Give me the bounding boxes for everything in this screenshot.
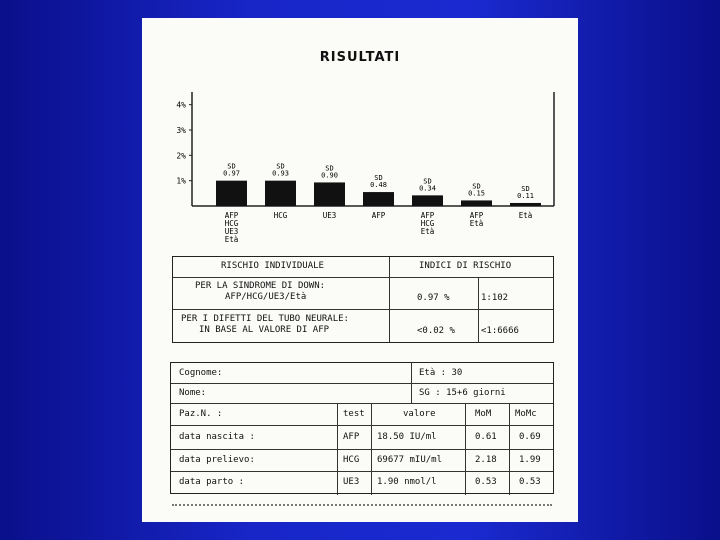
risk-down-label: PER LA SINDROME DI DOWN: (195, 281, 326, 291)
bar-sd-value: 0.11 (517, 191, 534, 200)
birth-date-label: data nascita : (179, 432, 255, 442)
bar (510, 203, 541, 206)
bar-sd-label: SD (521, 184, 530, 193)
patient-number-label: Paz.N. : (179, 409, 223, 419)
risk-header-left: RISCHIO INDIVIDUALE (221, 261, 324, 271)
bar-sd-label: SD (325, 164, 334, 173)
bar-sd-value: 0.97 (223, 169, 240, 178)
bar-sd-value: 0.48 (370, 181, 387, 190)
risk-ntd-percent: <0.02 % (417, 326, 455, 336)
bar-sd-label: SD (423, 177, 432, 186)
bar (314, 182, 345, 206)
test-row-afp-momc: 0.69 (519, 432, 541, 442)
delivery-date-label: data parto : (179, 477, 245, 487)
bar-sd-value: 0.90 (321, 171, 338, 180)
test-row-afp-name: AFP (343, 432, 360, 442)
category-label: HCG (420, 219, 435, 228)
bar (265, 181, 296, 206)
risk-ntd-ratio: <1:6666 (481, 326, 519, 336)
bar-sd-value: 0.93 (272, 169, 289, 178)
bar-sd-label: SD (374, 174, 383, 183)
risk-table (172, 256, 554, 343)
cognome-label: Cognome: (179, 368, 223, 378)
risk-down-markers: AFP/HCG/UE3/Età (225, 292, 307, 302)
bar-sd-label: SD (472, 182, 481, 191)
y-tick-label: 3% (176, 126, 186, 135)
test-row-afp-value: 18.50 IU/ml (377, 432, 437, 442)
bar (461, 200, 492, 206)
category-label: Età (469, 219, 484, 228)
test-row-hcg-value: 69677 mIU/ml (377, 455, 443, 465)
risk-ntd-label: PER I DIFETTI DEL TUBO NEURALE: (181, 314, 349, 324)
test-row-hcg-name: HCG (343, 455, 360, 465)
risk-down-percent: 0.97 % (417, 293, 450, 303)
category-label: AFP (420, 211, 435, 220)
risk-ntd-basis: IN BASE AL VALORE DI AFP (199, 325, 330, 335)
y-tick-label: 4% (176, 100, 186, 110)
bar-sd-label: SD (227, 162, 236, 171)
bar (412, 195, 443, 206)
col-valore-header: valore (403, 409, 436, 419)
sample-date-label: data prelievo: (179, 455, 255, 465)
risk-header-right: INDICI DI RISCHIO (419, 261, 512, 271)
gestational-age-field: SG : 15+6 giorni (419, 388, 506, 398)
test-row-ue3-momc: 0.53 (519, 477, 541, 487)
bar (216, 181, 247, 206)
scanned-report (142, 18, 578, 522)
col-test-header: test (343, 409, 365, 419)
eta-field: Età : 30 (419, 368, 463, 378)
col-mom-header: MoM (475, 409, 492, 419)
y-tick-label: 1% (176, 176, 186, 186)
nome-label: Nome: (179, 388, 207, 398)
test-row-hcg-mom: 2.18 (475, 455, 497, 465)
test-row-ue3-name: UE3 (343, 477, 360, 487)
test-row-ue3-value: 1.90 nmol/l (377, 477, 437, 487)
category-label: UE3 (322, 211, 337, 220)
category-label: HCG (273, 211, 288, 220)
category-label: AFP (469, 211, 484, 220)
category-label: Età (420, 227, 435, 236)
col-momc-header: MoMc (515, 409, 537, 419)
patient-table (170, 362, 554, 494)
risk-down-ratio: 1:102 (481, 293, 509, 303)
bar-sd-label: SD (276, 162, 285, 171)
y-tick-label: 2% (176, 151, 186, 161)
test-row-hcg-momc: 1.99 (519, 455, 541, 465)
report-title: RISULTATI (319, 50, 401, 65)
category-label: AFP (371, 211, 386, 220)
category-label: Età (518, 211, 533, 220)
test-row-ue3-mom: 0.53 (475, 477, 497, 487)
bar-sd-value: 0.34 (419, 184, 436, 193)
risk-bar-chart (142, 18, 578, 258)
cut-off-footer-text (172, 504, 552, 510)
category-label: Età (224, 235, 239, 244)
bar (363, 192, 394, 206)
test-row-afp-mom: 0.61 (475, 432, 497, 442)
category-label: HCG (224, 219, 239, 228)
category-label: AFP (224, 211, 239, 220)
bar-sd-value: 0.15 (468, 189, 485, 198)
category-label: UE3 (224, 227, 239, 236)
